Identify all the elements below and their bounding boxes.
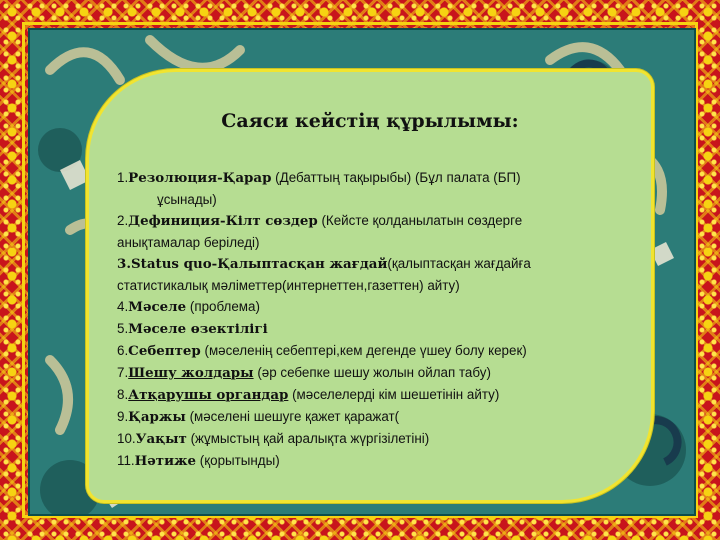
list-item: 1.Резолюция-Қарар (Дебаттың тақырыбы) (Бұл палата (БП): [117, 170, 521, 186]
list-item: 9.Қаржы (мәселені шешуге қажет қаражат(: [117, 409, 400, 425]
list-item-continuation: статистикалық мәліметтер(интернеттен,газеттен) айту): [117, 278, 460, 293]
list-item: 8.Атқарушы органдар (мәселелерді кім шешетінін айту): [117, 387, 500, 403]
list-item: 6.Себептер (мәселенің себептері,кем дегенде үшеу болу керек): [117, 343, 527, 359]
content-panel: [86, 69, 654, 503]
list-item: 2.Дефиниция-Кілт сөздер (Кейсте қолданылатын сөздерге: [117, 213, 523, 229]
structure-list: [117, 167, 637, 472]
list-item-continuation: ұсынады): [157, 192, 217, 207]
list-item: 10.Уақыт (жұмыстың қай аралықта жүргізілетіні): [117, 431, 430, 447]
slide-background: [28, 28, 696, 516]
list-item: 7.Шешу жолдары (әр себепке шешу жолын ойлап табу): [117, 365, 491, 381]
slide-title: Саяси кейстің құрылымы:: [221, 110, 519, 132]
list-item: 3.Status quo-Қалыптасқан жағдай(қалыптасқан жағдайға: [117, 256, 531, 272]
list-item: 11.Нәтиже (қорытынды): [117, 453, 280, 469]
list-item: 4.Мәселе (проблема): [117, 299, 260, 315]
list-item-continuation: анықтамалар беріледі): [117, 235, 260, 250]
list-item: 5.Мәселе өзектілігі: [117, 321, 268, 337]
